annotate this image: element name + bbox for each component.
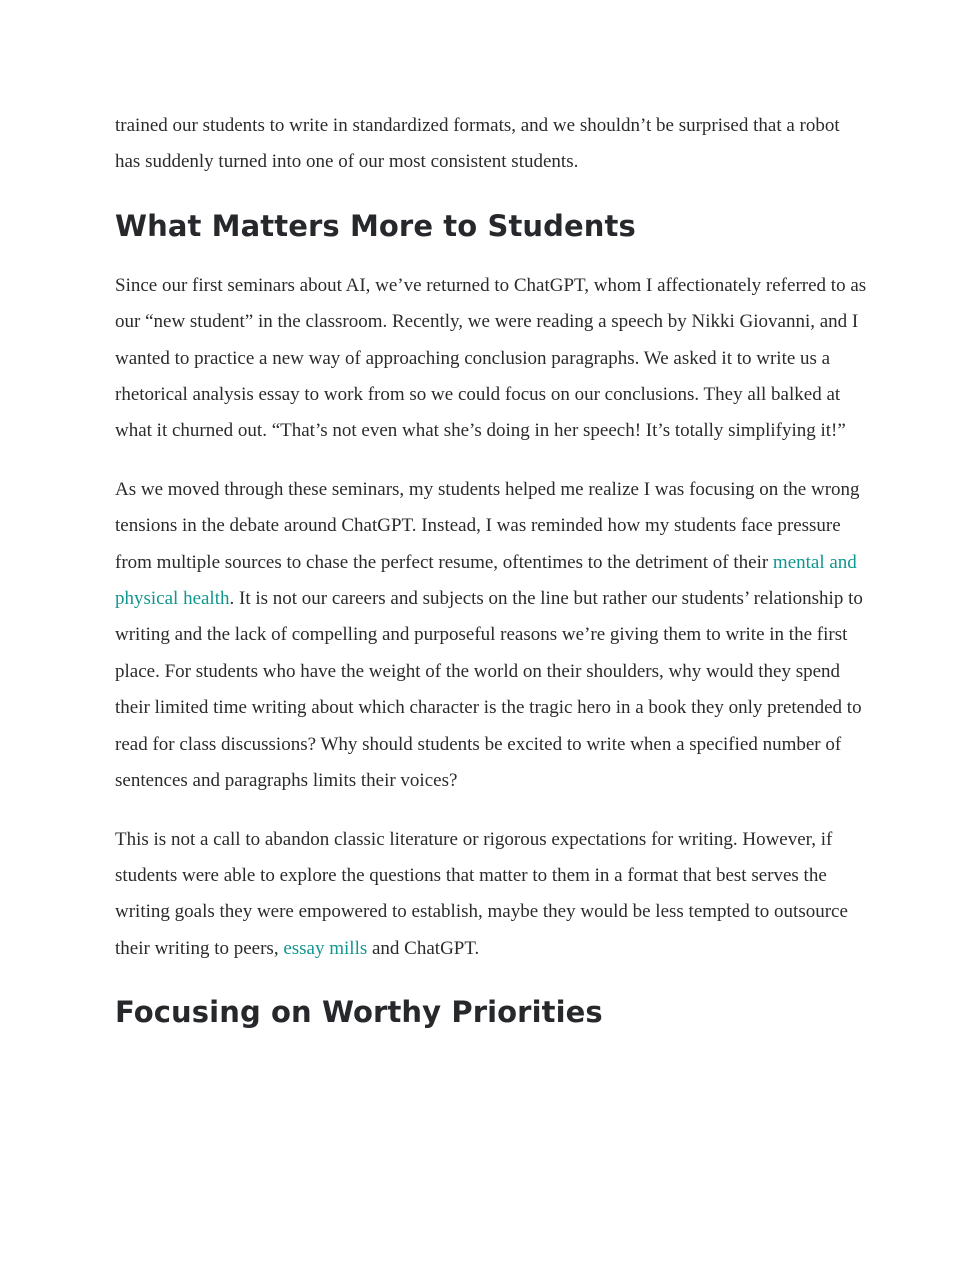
- paragraph-text-segment: As we moved through these seminars, my students helped me realize I was focusing on the wrong tensions in the debate around ChatGPT. Instead, I was reminded how my students face pressure from multiple sources to chase the perfect resume, oftentimes to the detriment of their: [115, 478, 860, 573]
- paragraph-text-segment: and ChatGPT.: [367, 937, 480, 959]
- link-essay-mills[interactable]: essay mills: [283, 937, 368, 959]
- paragraph-intro: trained our students to write in standardized formats, and we shouldn’t be surprised that a robot has suddenly turned into one of our most consistent students.: [115, 115, 840, 173]
- paragraph-text-segment: . It is not our careers and subjects on the line but rather our students’ relationship to writing and the lack of compelling and purposeful reasons we’re giving them to write in the first place. For students who have the weight of the world on their shoulders, why would they spend their limited time writing about which character is the tragic hero in a book they only pretended to read for class discussions? Why should students be excited to write when a specified number of sentences and paragraphs limits their voices?: [115, 588, 863, 792]
- section-heading-what-matters: What Matters More to Students: [115, 208, 636, 243]
- paragraph-not-a-call: [115, 822, 867, 968]
- link-mental-physical-health[interactable]: mental and physical health: [115, 551, 857, 610]
- section-heading-worthy-priorities: Focusing on Worthy Priorities: [115, 995, 603, 1030]
- paragraph-new-student: Since our first seminars about AI, we’ve returned to ChatGPT, whom I affectionately referred to as our “new student” in the classroom. Recently, we were reading a speech by Nikki Giovanni, and I wanted to practice a new way of approaching conclusion paragraphs. We asked it to write us a rhetorical analysis essay to work from so we could focus on our conclusions. They all balked at what it churned out. “That’s not even what she’s doing in her speech! It’s totally simplifying it!”: [115, 274, 867, 442]
- paragraph-text-segment: This is not a call to abandon classic literature or rigorous expectations for writing. However, if students were able to explore the questions that matter to them in a format that best serves the writing goals they were empowered to establish, maybe they would be less tempted to outsource their writing to peers,: [115, 828, 848, 959]
- article-body: [115, 108, 867, 1035]
- paragraph-wrong-tensions: [115, 472, 867, 800]
